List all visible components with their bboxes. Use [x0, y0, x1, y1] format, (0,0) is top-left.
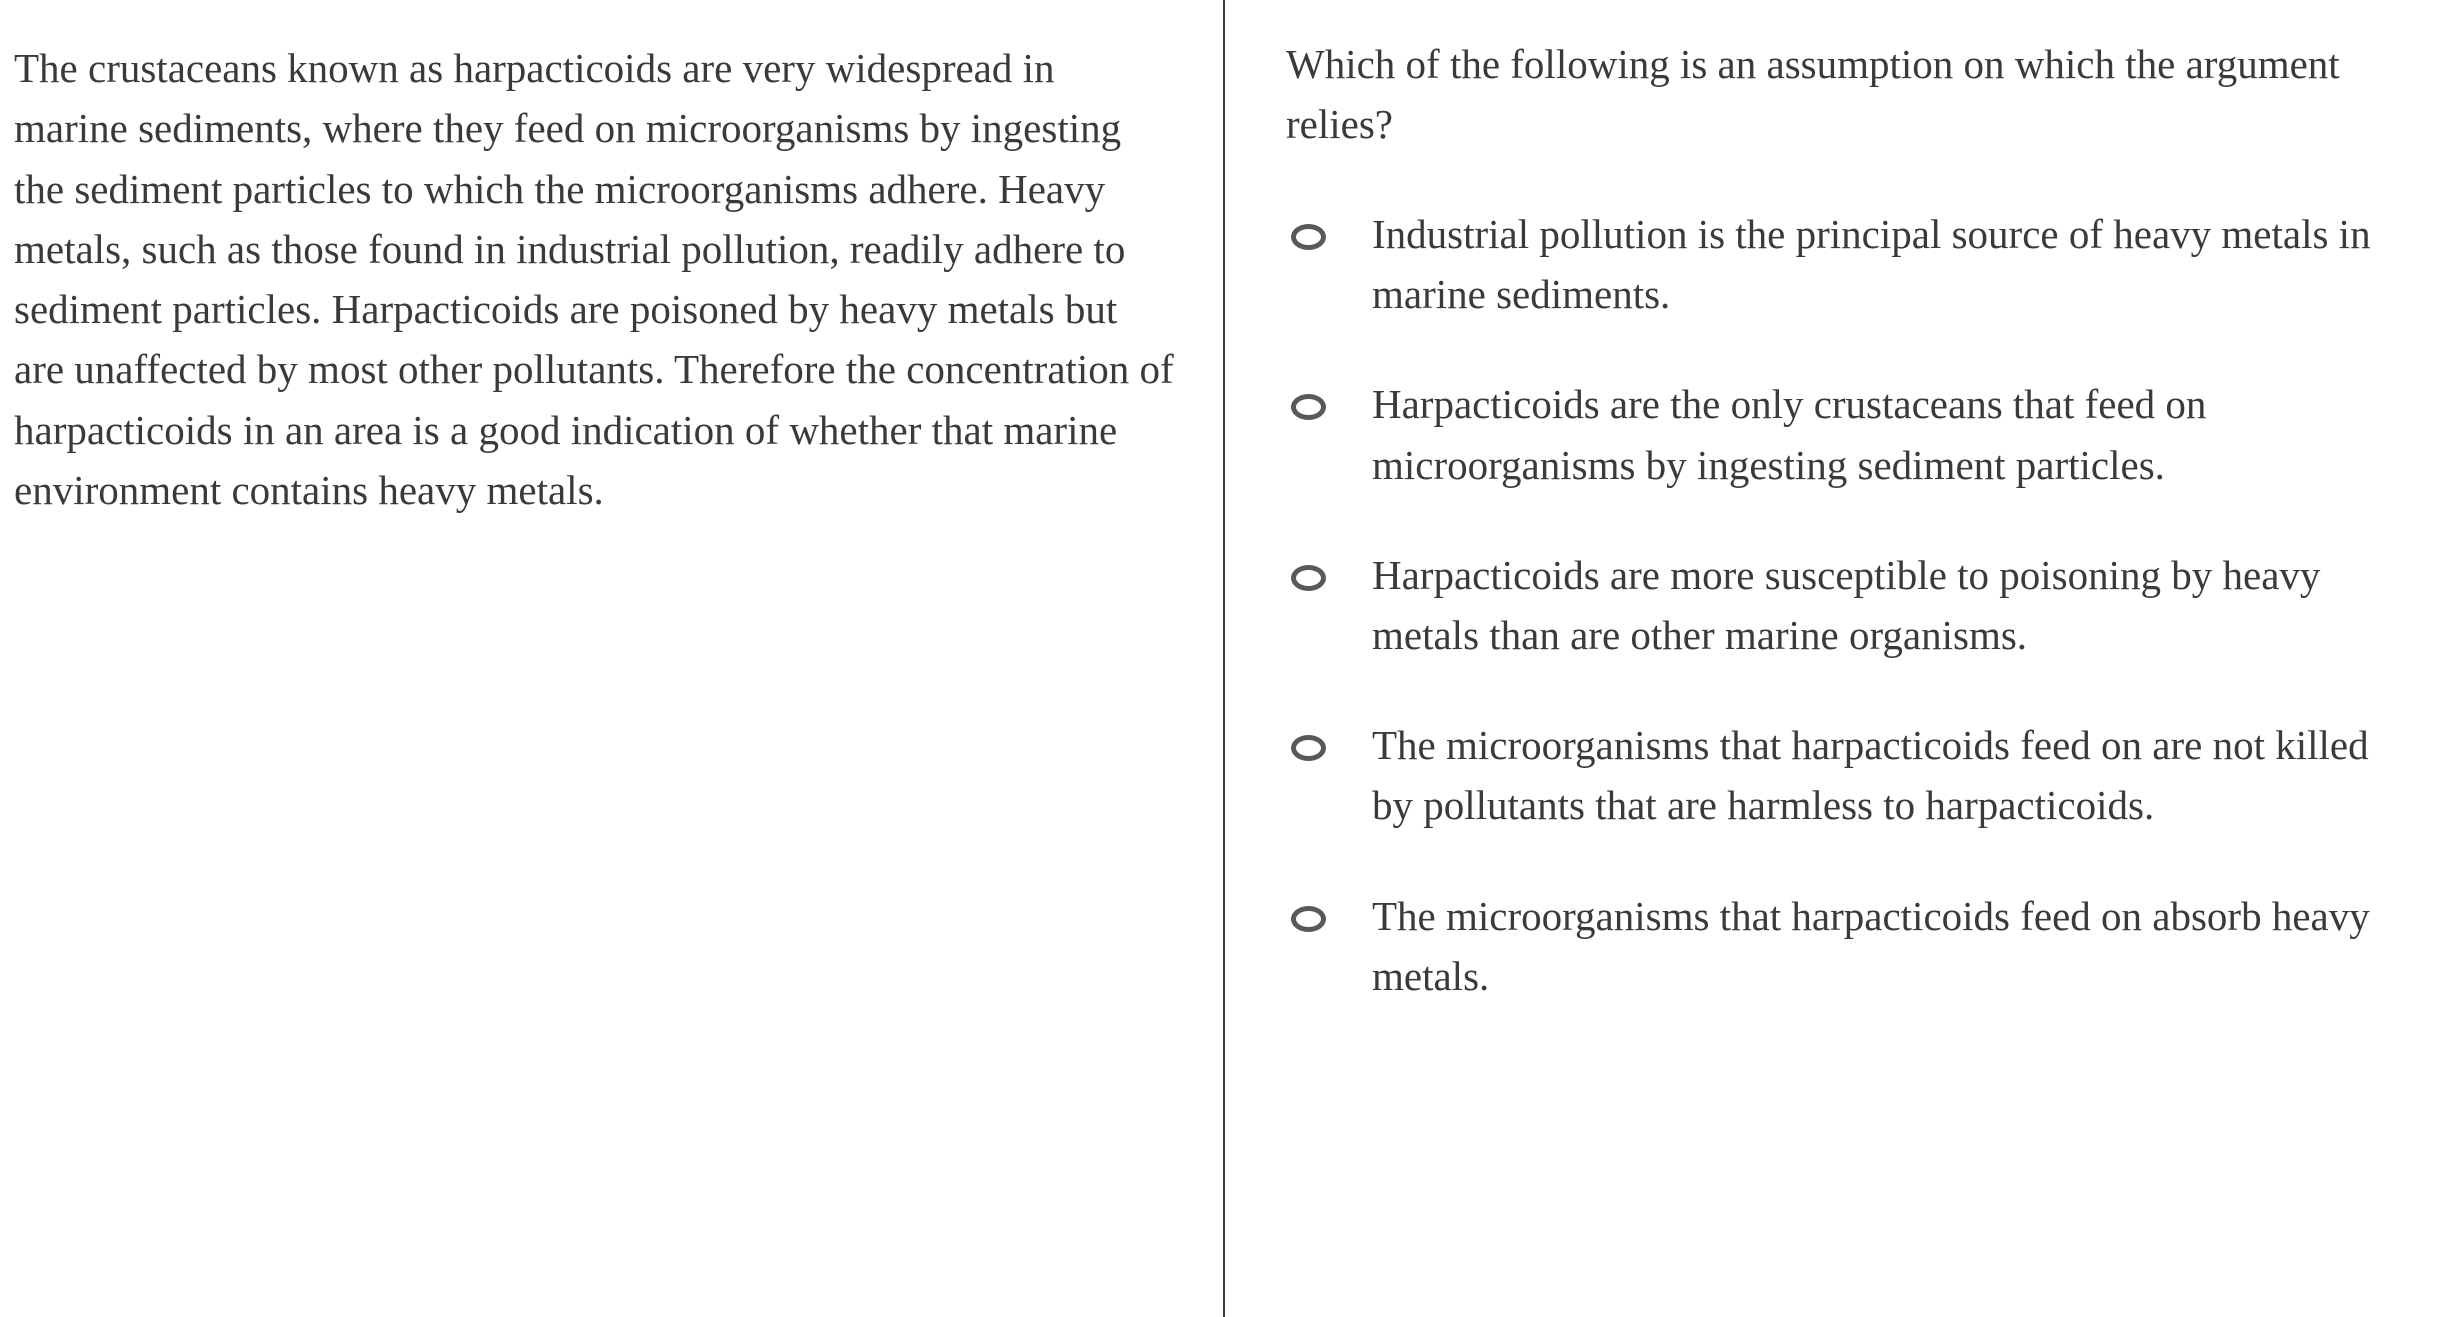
answer-option-label[interactable]: The microorganisms that harpacticoids feed on absorb heavy metals.: [1372, 892, 2370, 999]
answer-options: [1286, 204, 2416, 1056]
answer-option-b[interactable]: [1286, 374, 2416, 495]
answer-option-label[interactable]: Industrial pollution is the principal source of heavy metals in marine sediments.: [1372, 211, 2371, 318]
answer-option-label[interactable]: Harpacticoids are more susceptible to poisoning by heavy metals than are other marine organisms.: [1372, 551, 2321, 659]
answer-option-e[interactable]: [1286, 886, 2416, 1007]
answer-option-a[interactable]: [1286, 204, 2416, 325]
answer-option-c[interactable]: [1286, 545, 2416, 666]
question-prompt: Which of the following is an assumption on which the argument relies?: [1286, 41, 2340, 148]
answer-option-label[interactable]: Harpacticoids are the only crustaceans that feed on microorganisms by ingesting sediment particles.: [1372, 381, 2207, 488]
answer-option-label[interactable]: The microorganisms that harpacticoids feed on are not killed by pollutants that are harmless to harpacticoids.: [1372, 722, 2369, 829]
radio-unselected-icon[interactable]: [1291, 394, 1326, 420]
radio-unselected-icon[interactable]: [1291, 906, 1326, 932]
question-pane: [1226, 0, 2445, 1317]
passage-text: The crustaceans known as harpacticoids are very widespread in marine sediments, where they feed on microorganisms by ingesting the sediment particles to which the microorganisms adhere. Heavy metals, such as those found in industrial pollution, readily adhere to sediment particles. Harpacticoids are poisoned by heavy metals but are unaffected by most other pollutants. Therefore the concentration of harpacticoids in an area is a good indication of whether that marine environment contains heavy metals.: [14, 45, 1174, 514]
radio-unselected-icon[interactable]: [1291, 224, 1326, 250]
answer-option-d[interactable]: [1286, 715, 2416, 836]
pane-divider[interactable]: [1223, 0, 1225, 1317]
radio-unselected-icon[interactable]: [1291, 565, 1326, 591]
radio-unselected-icon[interactable]: [1291, 735, 1326, 761]
